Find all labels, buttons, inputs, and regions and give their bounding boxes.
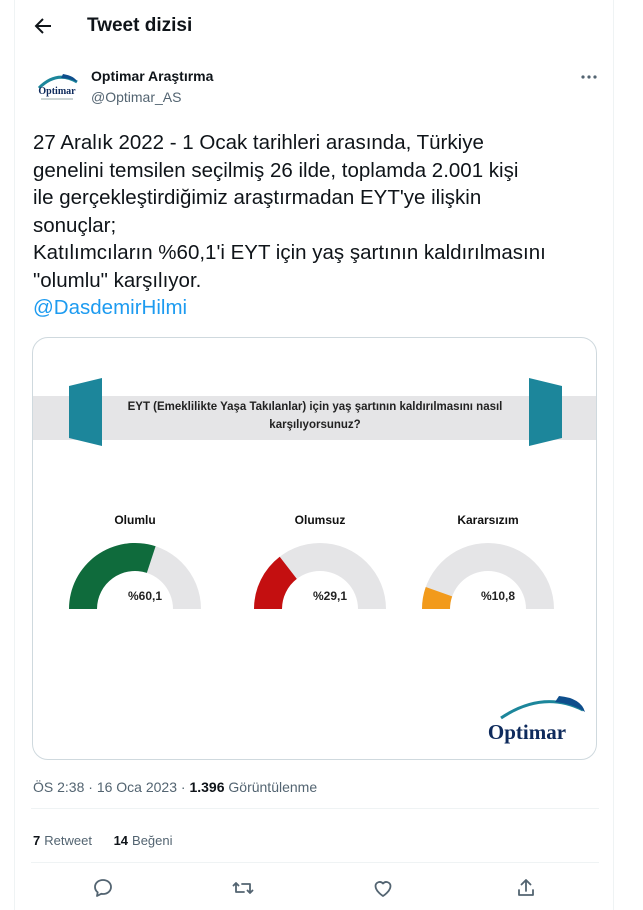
tweet-meta [33,779,317,795]
optimar-logo [488,696,585,744]
gauge-label: Kararsızım [457,513,519,527]
like-stat[interactable] [114,833,173,848]
more-icon[interactable] [579,70,599,84]
meta-separator: · [180,779,186,795]
page-header [15,0,615,53]
gauge-value: %10,8 [480,589,516,603]
tweet-date[interactable]: 16 Oca 2023 [96,779,177,795]
infographic [33,338,597,760]
retweet-count: 7 [33,833,41,848]
optimar-logo-icon [33,66,81,114]
gauge-2 [254,513,386,609]
retweet-icon[interactable] [231,876,255,900]
divider [31,862,599,863]
question-line-1: EYT (Emeklilikte Yaşa Takılanlar) için yaş şartının kaldırılmasını nasıl [127,401,503,413]
retweet-label: Retweet [44,833,92,848]
like-count: 14 [113,833,129,848]
gauge-1 [69,513,201,609]
gauge-label: Olumlu [114,513,156,527]
like-label: Beğeni [132,833,173,848]
tweet-stats [33,833,173,848]
tweet-line: 27 Aralık 2022 - 1 Ocak tarihleri arasında, Türkiye [33,131,484,154]
logo-text: Optimar [487,720,567,744]
gauge-value: %29,1 [312,589,348,603]
avatar-logo-text: Optimar [38,86,76,97]
tweet-line: ile gerçekleştirdiğimiz araştırmadan EYT'ye ilişkin [33,186,482,209]
retweet-stat[interactable] [33,833,92,848]
banner-right-accent [529,378,562,446]
divider [31,808,599,809]
mention-link[interactable]: @DasdemirHilmi [33,296,188,319]
question-line-2: karşılıyorsunuz? [269,419,361,431]
action-bar [15,876,615,906]
avatar[interactable] [33,66,81,114]
views-label: Görüntülenme [228,779,318,795]
tweet-line: "olumlu" karşılıyor. [33,268,202,292]
gauge-group [69,513,554,609]
tweet-media-image[interactable] [32,337,597,760]
gauge-label: Olumsuz [294,513,346,527]
tweet-line: genelini temsilen seçilmiş 26 ilde, toplamda 2.001 kişi [33,158,519,182]
meta-separator: · [88,779,93,795]
back-arrow-icon[interactable] [31,14,55,38]
banner-left-accent [69,378,102,446]
tweet-text [33,129,603,322]
tweet-time[interactable]: ÖS 2:38 [33,779,85,795]
share-icon[interactable] [514,876,538,900]
tweet-line: Katılımcıların %60,1'i EYT için yaş şartının kaldırılmasını [33,241,546,264]
page-title: Tweet dizisi [87,15,193,36]
views-count: 1.396 [189,779,225,795]
author-handle[interactable]: @Optimar_AS [91,89,182,105]
gauge-value: %60,1 [127,589,163,603]
gauge-3 [422,513,554,609]
like-icon[interactable] [371,876,395,900]
author-name[interactable]: Optimar Araştırma [91,68,214,84]
reply-icon[interactable] [91,876,115,900]
tweet-line: sonuçlar; [33,213,117,237]
tweet-column [14,0,614,910]
